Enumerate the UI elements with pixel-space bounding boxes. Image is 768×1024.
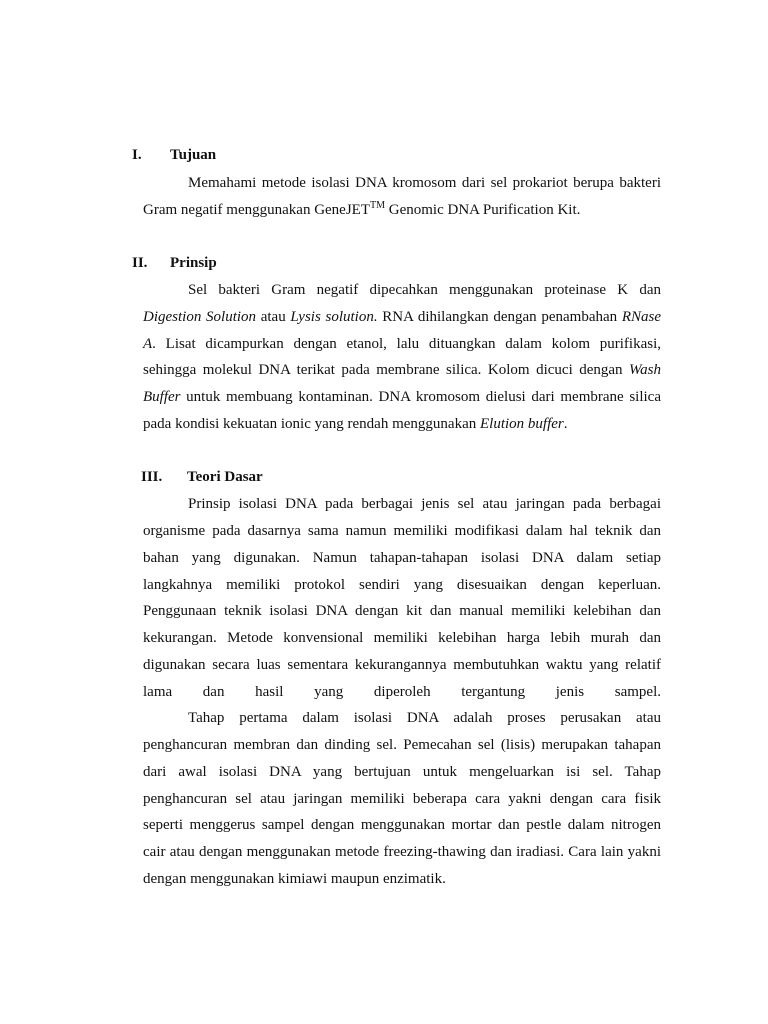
section-heading-prinsip	[132, 255, 332, 275]
paragraph-line: pada kondisi kekuatan ionic yang rendah menggunakan Elution buffer.	[143, 416, 568, 432]
section-title: Teori Dasar	[187, 469, 263, 485]
paragraph-line: kekurangan. Metode konvensional memiliki kelebihan harga lebih murah dan	[143, 630, 661, 646]
paragraph-line: Tahap pertama dalam isolasi DNA adalah proses perusakan atau	[188, 710, 661, 726]
paragraph-line: dengan menggunakan kimiawi maupun enzimatik.	[143, 871, 446, 887]
section-heading-tujuan	[132, 147, 332, 167]
paragraph-line: bahan yang digunakan. Namun tahapan-tahapan isolasi DNA dalam setiap	[143, 550, 661, 566]
trademark-superscript: TM	[370, 200, 385, 211]
paragraph-line: digunakan secara luas sementara kekurangannya membutuhkan waktu yang relatif	[143, 657, 661, 673]
section-heading-teori-dasar	[141, 469, 341, 489]
paragraph-line: sehingga molekul DNA terikat pada membrane silica. Kolom dicuci dengan Wash	[143, 362, 661, 378]
paragraph-line: organisme pada dasarnya sama namun memiliki modifikasi dalam hal teknik dan	[143, 523, 661, 539]
paragraph-line: penghancuran sel atau jaringan memiliki beberapa cara yakni dengan cara fisik	[143, 791, 661, 807]
paragraph-line: Sel bakteri Gram negatif dipecahkan menggunakan proteinase K dan	[188, 282, 661, 298]
paragraph-line: Memahami metode isolasi DNA kromosom dari sel prokariot berupa bakteri	[188, 175, 661, 191]
paragraph-line: dari awal isolasi DNA yang bertujuan untuk mengeluarkan isi sel. Tahap	[143, 764, 661, 780]
paragraph-line: lama dan hasil yang diperoleh tergantung jenis sampel.	[143, 684, 661, 700]
section-title: Tujuan	[170, 147, 217, 163]
section-number: I.	[132, 147, 142, 163]
paragraph-line: seperti menggerus sampel dengan menggunakan mortar dan pestle dalam nitrogen	[143, 817, 661, 833]
paragraph-line: langkahnya memiliki protokol sendiri yang disesuaikan dengan keperluan.	[143, 577, 661, 593]
paragraph-line: penghancuran membran dan dinding sel. Pemecahan sel (lisis) merupakan tahapan	[143, 737, 661, 753]
section-number: II.	[132, 255, 148, 271]
section-number: III.	[141, 469, 163, 485]
paragraph-line: cair atau dengan menggunakan metode freezing-thawing dan iradiasi. Cara lain yakni	[143, 844, 661, 860]
section-title: Prinsip	[170, 255, 217, 271]
paragraph-line: A. Lisat dicampurkan dengan etanol, lalu dituangkan dalam kolom purifikasi,	[143, 336, 661, 352]
paragraph-line: Buffer untuk membuang kontaminan. DNA kromosom dielusi dari membrane silica	[143, 389, 661, 405]
paragraph-line: Gram negatif menggunakan GeneJET™ Genomic DNA Purification Kit.	[143, 200, 581, 218]
paragraph-line: Digestion Solution atau Lysis solution. RNA dihilangkan dengan penambahan RNase	[143, 309, 661, 325]
paragraph-line: Prinsip isolasi DNA pada berbagai jenis sel atau jaringan pada berbagai	[188, 496, 661, 512]
paragraph-line: Penggunaan teknik isolasi DNA dengan kit dan manual memiliki kelebihan dan	[143, 603, 661, 619]
